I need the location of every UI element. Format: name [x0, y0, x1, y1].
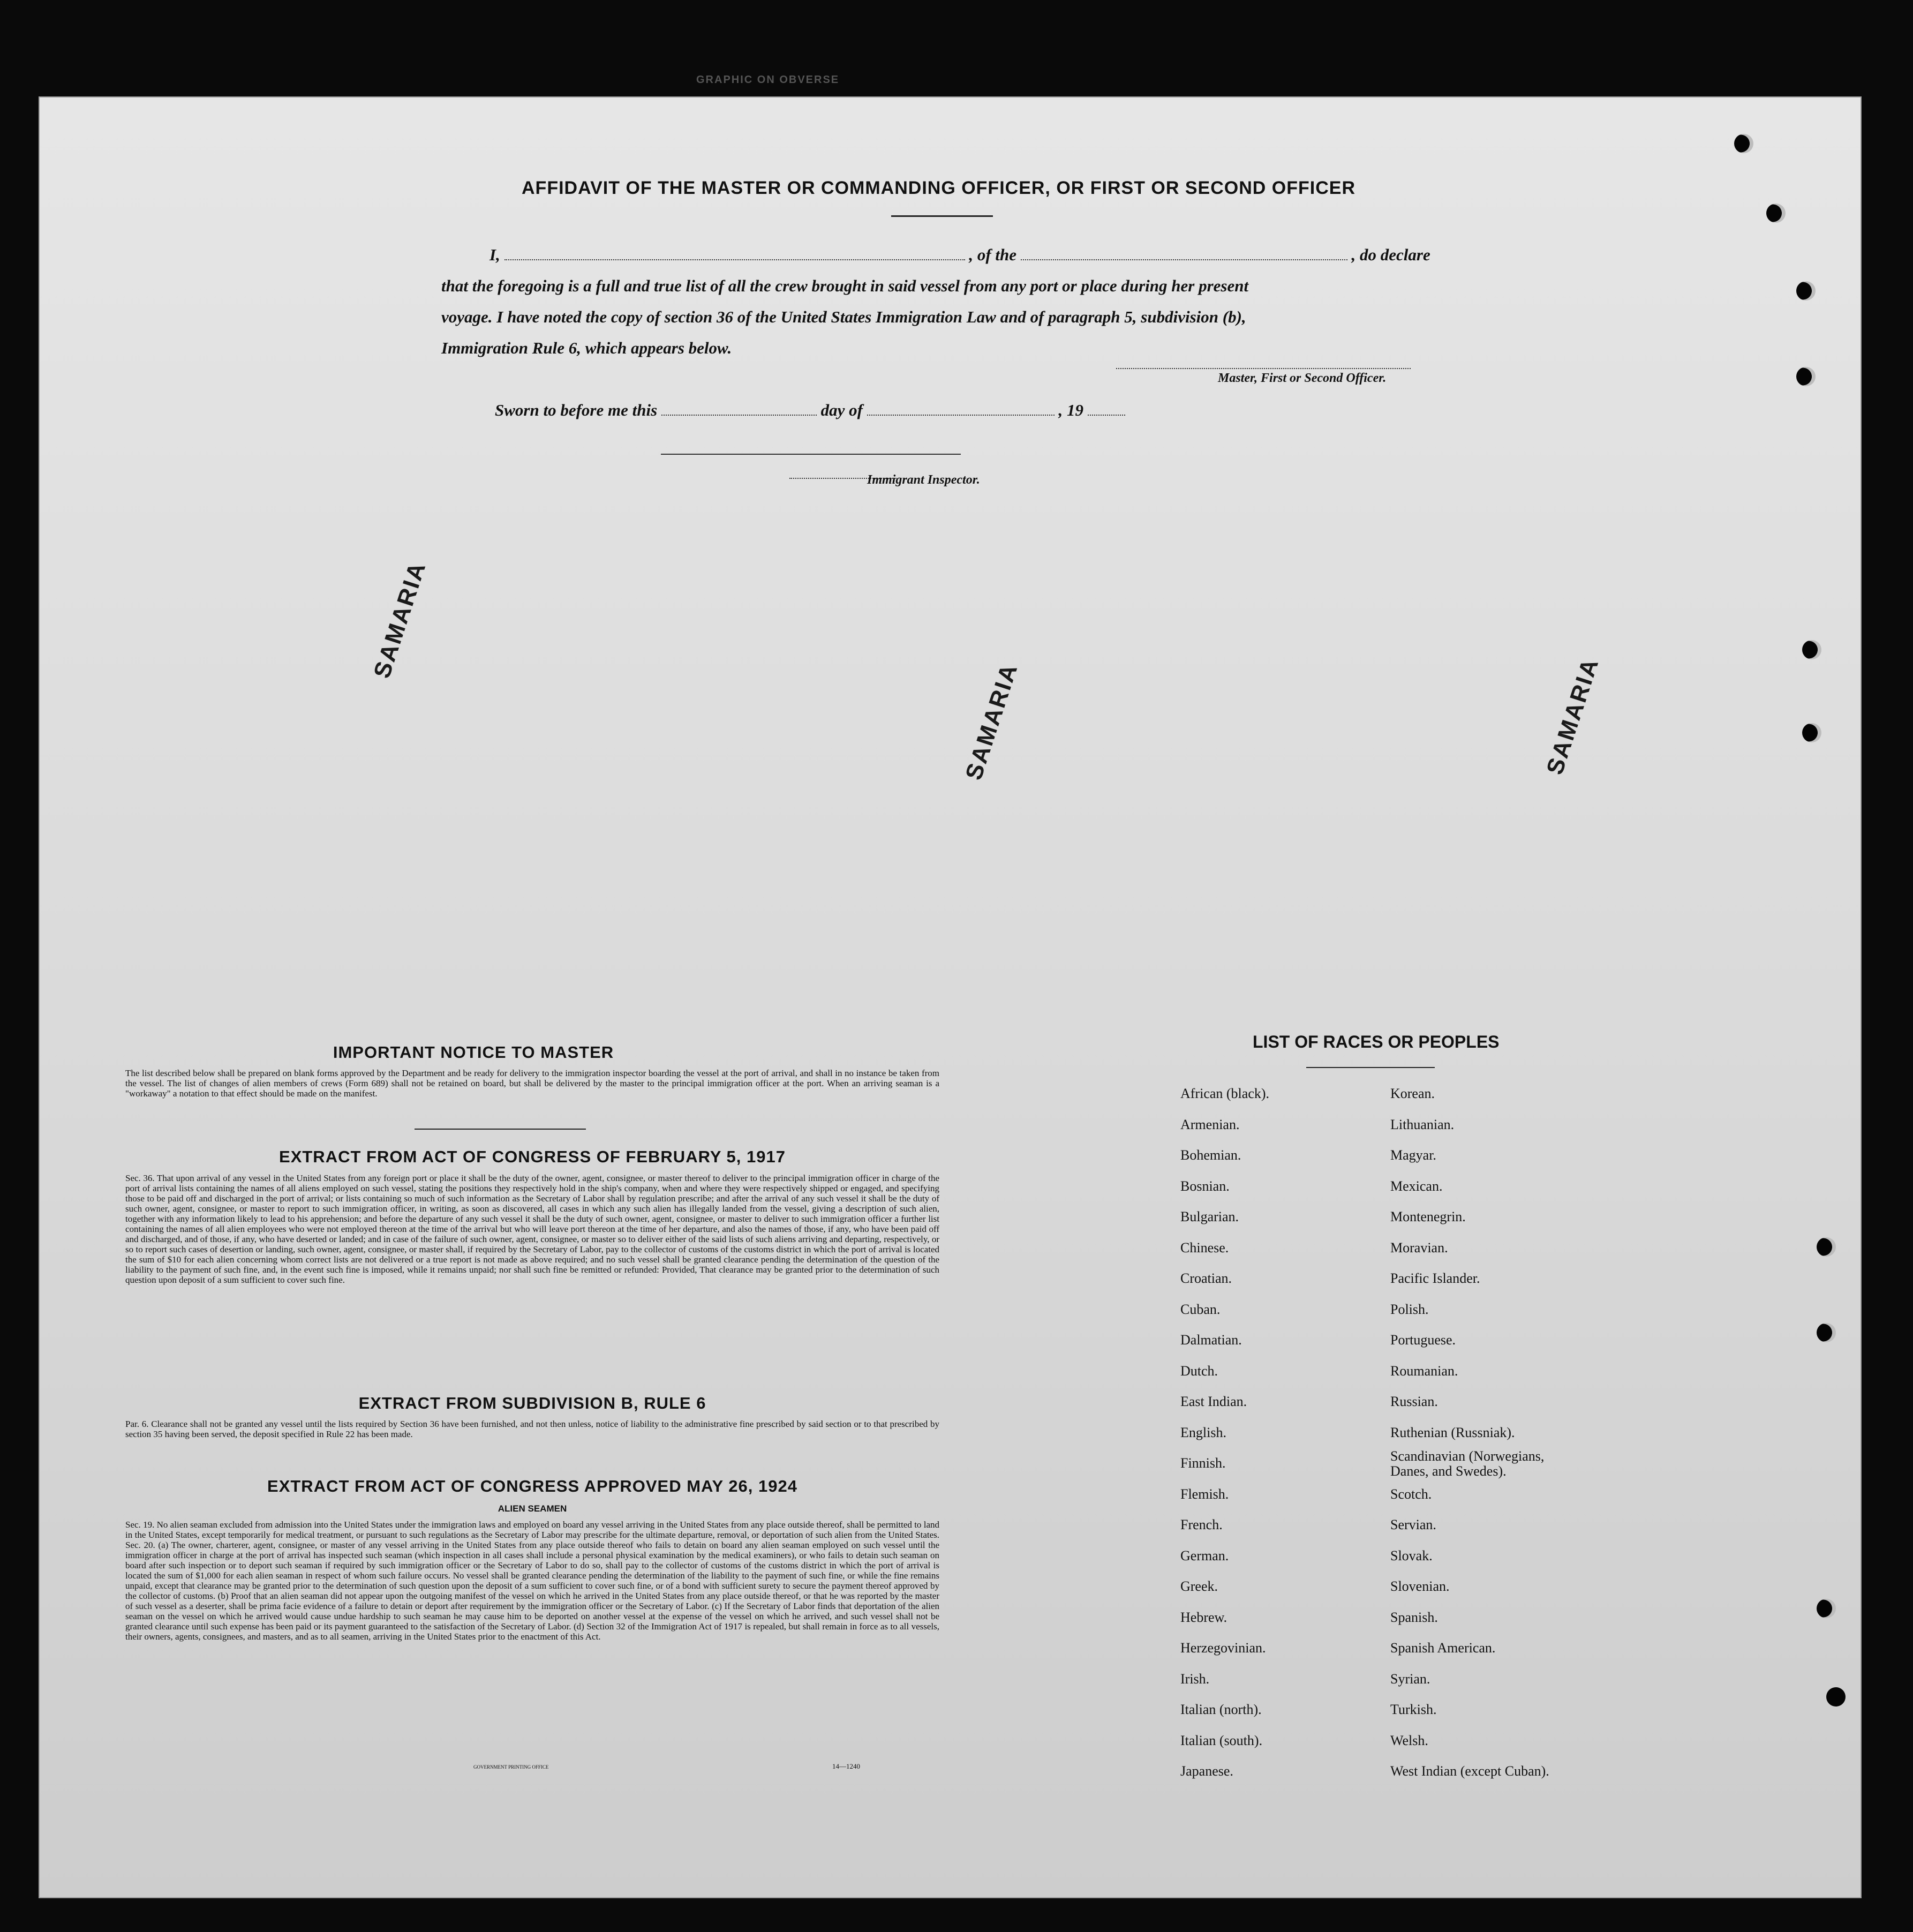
- race-item: East Indian.: [1180, 1394, 1247, 1409]
- notice-body: The list described below shall be prepared on blank forms approved by the Department and be ready for delivery to the immigration inspector boarding the vessel at the port of arrival, and shall in no instance be taken from the vessel. The list of changes of alien members of crews (Form 689) shall not be retained on board, but shall be delivered by the master to the principal immigration officer at the port. When an arriving seaman is a "workaway" a notation to that effect should be made on the manifest.: [125, 1068, 939, 1099]
- divider: [415, 1129, 586, 1130]
- punch-hole: [1817, 1599, 1836, 1618]
- race-item: Lithuanian.: [1390, 1116, 1455, 1132]
- race-item: Scotch.: [1390, 1486, 1432, 1502]
- punch-hole: [1817, 1323, 1836, 1342]
- master-signature-caption: Master, First or Second Officer.: [1218, 371, 1387, 385]
- races-divider: [1306, 1067, 1435, 1068]
- race-item: Croatian.: [1180, 1271, 1232, 1286]
- race-item: Bulgarian.: [1180, 1209, 1239, 1224]
- race-item: Chinese.: [1180, 1239, 1229, 1256]
- sworn-year-blank[interactable]: [1088, 415, 1125, 416]
- race-item: Bohemian.: [1180, 1147, 1241, 1163]
- races-title: LIST OF RACES OR PEOPLES: [1253, 1032, 1500, 1051]
- race-item: Scandinavian (Norwegians, Danes, and Swedes).: [1390, 1448, 1545, 1479]
- race-item: Pacific Islander.: [1390, 1271, 1480, 1286]
- extract-rule6-body: Par. 6. Clearance shall not be granted any vessel until the lists required by Section 36 have been furnished, and not then unless, notice of liability to the administrative fine prescribed by said section or to that prescribed by section 35 having been served, the deposit specified in Rule 22 has been made.: [125, 1419, 939, 1439]
- punch-hole: [1734, 134, 1753, 153]
- race-item: Dutch.: [1180, 1363, 1218, 1379]
- extract-rule6-title: EXTRACT FROM SUBDIVISION B, RULE 6: [358, 1394, 706, 1412]
- punch-hole: [1796, 367, 1816, 386]
- race-item: Roumanian.: [1390, 1363, 1458, 1379]
- race-item: French.: [1180, 1517, 1223, 1532]
- affidavit-title: AFFIDAVIT OF THE MASTER OR COMMANDING OFFICER, OR FIRST OR SECOND OFFICER: [522, 178, 1355, 198]
- race-item: Mexican.: [1390, 1178, 1443, 1194]
- document-sheet: [39, 96, 1862, 1898]
- sworn-month-blank[interactable]: [867, 415, 1055, 416]
- race-item: Cuban.: [1180, 1301, 1221, 1317]
- extract-1924-subtitle: ALIEN SEAMEN: [498, 1503, 567, 1514]
- race-item: Syrian.: [1390, 1671, 1430, 1687]
- race-item: Italian (north).: [1180, 1702, 1262, 1717]
- race-item: Dalmatian.: [1180, 1332, 1242, 1348]
- notice-title: IMPORTANT NOTICE TO MASTER: [333, 1043, 614, 1062]
- race-item: Greek.: [1180, 1578, 1218, 1594]
- race-item: Moravian.: [1390, 1239, 1448, 1256]
- race-item: Servian.: [1390, 1517, 1436, 1532]
- printer-imprint: GOVERNMENT PRINTING OFFICE: [473, 1764, 549, 1770]
- top-label: GRAPHIC ON OBVERSE: [696, 74, 840, 86]
- samaria-stamp: SAMARIA: [368, 558, 431, 682]
- sworn-day-blank[interactable]: [661, 415, 817, 416]
- race-item: Irish.: [1180, 1671, 1210, 1687]
- samaria-stamp: SAMARIA: [960, 659, 1023, 784]
- race-item: Spanish.: [1390, 1609, 1438, 1625]
- punch-hole: [1802, 723, 1821, 742]
- race-item: Portuguese.: [1390, 1332, 1456, 1348]
- punch-hole: [1766, 204, 1786, 223]
- punch-hole: [1796, 281, 1816, 300]
- race-item: Polish.: [1390, 1301, 1429, 1317]
- race-item: English.: [1180, 1424, 1226, 1440]
- race-item: Korean.: [1390, 1086, 1435, 1101]
- extract-1924-body: Sec. 19. No alien seaman excluded from admission into the United States under the immigration laws and employed on board any vessel arriving in the United States from any place outside thereof, shall be permitted to land in the United States, except temporarily for medical treatment, or pursuant to such regulations as the Secretary of Labor may prescribe for the ultimate departure, removal, or deportation of such alien from the United States. Sec. 20. (a) The owner, charterer, agent, consignee, or master of any vessel arriving in the United States from any place outside thereof who fails to detain on board any alien seaman employed on such vessel until the immigration officer in charge at the port of arrival has inspected such seaman (which inspection in all cases shall include a personal physical examination by the medical examiners), or who fails to detain such seaman on board after such inspection or to deport such seaman if required by such immigration officer or the Secretary of Labor to do so, shall pay to the collector of customs of the customs district in which the port of arrival is located the sum of $1,000 for each alien seaman in respect of whom such failure occurs. No vessel shall be granted clearance pending the determination of the liability to the payment of such fine, or while the fine remains unpaid, except that clearance may be granted prior to the determination of such question upon the deposit of a sum sufficient to cover such fine, or of a bond with sufficient surety to secure the payment thereof approved by the collector of customs. (b) Proof that an alien seaman did not appear upon the outgoing manifest of the vessel on which he arrived in the United States from any place outside thereof, or that he was reported by the master of such vessel as a deserter, shall be prima facie evidence of a failure to detain or deport after requirement by the immigration officer or the Secretary of Labor. (c) If the Secretary of Labor finds that deportation of the alien seaman on the vessel on which he arrived would cause undue hardship to such seaman he may cause him to be deported on another vessel at the expense of the vessel on which he arrived, and such vessel shall not be granted clearance until such expense has been paid or its payment guaranteed to the satisfaction of the Secretary of Labor. (d) Section 32 of the Immigration Act of 1917 is repealed, but shall remain in force as to all vessels, their owners, agents, consignees, and masters, and as to all seamen, arriving in the United States prior to the enactment of this Act.: [125, 1520, 939, 1642]
- race-item: West Indian (except Cuban).: [1390, 1763, 1549, 1779]
- sworn-line: Sworn to before me this day of , 19: [495, 395, 1245, 426]
- race-item: Herzegovinian.: [1180, 1640, 1266, 1656]
- race-item: Turkish.: [1390, 1702, 1437, 1717]
- name-blank[interactable]: [504, 259, 965, 260]
- race-item: Montenegrin.: [1390, 1209, 1466, 1224]
- inspector-signature-line[interactable]: [661, 454, 961, 455]
- punch-hole: [1817, 1237, 1836, 1257]
- vessel-blank[interactable]: [1021, 259, 1347, 260]
- inspector-caption: Immigrant Inspector.: [867, 473, 980, 487]
- race-item: Hebrew.: [1180, 1609, 1227, 1625]
- samaria-stamp: SAMARIA: [1541, 654, 1604, 778]
- race-item: Slovak.: [1390, 1547, 1433, 1563]
- title-divider: [891, 215, 993, 217]
- affidavit-declaration: [441, 239, 1512, 364]
- race-item: African (black).: [1180, 1086, 1270, 1101]
- race-item: Spanish American.: [1390, 1640, 1496, 1656]
- declaration-line-1: I, , of the , do declare: [489, 245, 1430, 264]
- race-item: Welsh.: [1390, 1732, 1428, 1748]
- race-item: Bosnian.: [1180, 1178, 1230, 1194]
- punch-hole: [1826, 1687, 1846, 1707]
- form-number: 14—1240: [832, 1762, 860, 1770]
- race-item: Slovenian.: [1390, 1578, 1450, 1594]
- punch-hole: [1802, 640, 1821, 659]
- race-item: Magyar.: [1390, 1147, 1436, 1163]
- declaration-line-3: voyage. I have noted the copy of section 36 of the United States Immigration Law and of paragraph 5, subdivision (b),: [441, 307, 1246, 326]
- race-item: Finnish.: [1180, 1455, 1226, 1471]
- race-item: Japanese.: [1180, 1763, 1233, 1779]
- race-item: Ruthenian (Russniak).: [1390, 1424, 1515, 1440]
- race-item: Russian.: [1390, 1394, 1438, 1409]
- race-item: Italian (south).: [1180, 1732, 1263, 1748]
- declaration-line-4: Immigration Rule 6, which appears below.: [441, 339, 732, 357]
- extract-1917-title: EXTRACT FROM ACT OF CONGRESS OF FEBRUARY 5, 1917: [279, 1147, 786, 1166]
- race-item: German.: [1180, 1547, 1229, 1563]
- race-item: Armenian.: [1180, 1116, 1240, 1132]
- declaration-line-2: that the foregoing is a full and true list of all the crew brought in said vessel from any port or place during her present: [441, 276, 1249, 295]
- extract-1924-title: EXTRACT FROM ACT OF CONGRESS APPROVED MAY 26, 1924: [267, 1477, 797, 1495]
- race-item: Flemish.: [1180, 1486, 1229, 1502]
- extract-1917-body: Sec. 36. That upon arrival of any vessel in the United States from any foreign port or place it shall be the duty of the owner, agent, consignee, or master thereof to deliver to the principal immigration officer in charge of the port of arrival lists containing the names of all aliens employed on such vessel, stating the positions they respectively hold in the ship's company, when and where they were respectively shipped or engaged, and specifying those to be paid off and discharged in the port of arrival; or lists containing so much of such information as the Secretary of Labor shall by regulation prescribe; and after the arrival of any such vessel it shall be the duty of such owner, agent, consignee, or master to report to such immigration officer, in writing, as soon as discovered, all cases in which any such alien has illegally landed from the vessel, giving a description of such alien, together with any information likely to lead to his apprehension; and before the departure of any such vessel it shall be the duty of such owner, agent, consignee, or master to deliver to such immigration officer a further list containing the names of all alien employees who were not employed thereon at the time of the arrival but who will leave port thereon at the time of her departure, and also the names of those, if any, who have been paid off and discharged, and of those, if any, who have deserted or landed; and in case of the failure of such owner, agent, consignee, or master so to deliver either of the said lists of such aliens arriving and departing, respectively, or so to report such cases of desertion or landing, such owner, agent, consignee, or master shall, if required by the Secretary of Labor, pay to the collector of customs of the customs district in which the port of arrival is located the sum of $10 for each alien concerning whom correct lists are not delivered or a true report is not made as above required; and no such vessel shall be granted clearance pending the determination of the question of the liability to the payment of such fine, and, in the event such fine is imposed, while it remains unpaid; nor shall such fine be remitted or refunded: Provided, That clearance may be granted prior to the determination of such question upon deposit of a sum sufficient to cover such fine.: [125, 1173, 939, 1285]
